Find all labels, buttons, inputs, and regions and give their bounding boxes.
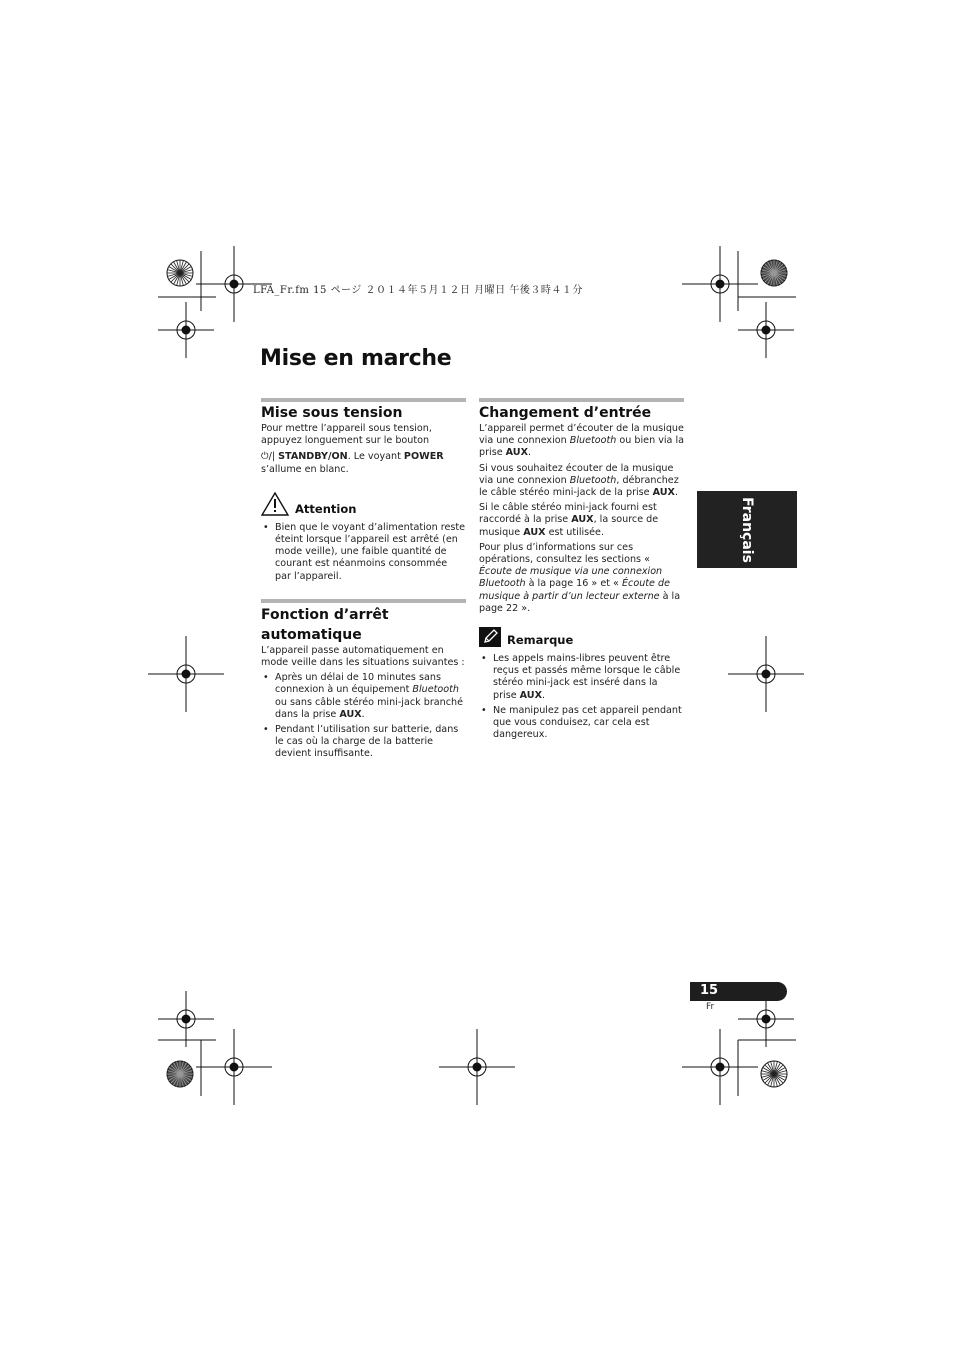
language-side-tab-label: Français: [739, 496, 755, 563]
attention-list: [261, 522, 466, 583]
attention-label: Attention: [295, 501, 357, 516]
paragraph-auto-off-intro: L’appareil passe automatiquement en mode veille dans les situations suivantes :: [261, 644, 465, 669]
section-rule: [261, 599, 466, 603]
list-item: • Après un délai de 10 minutes sans connexion à un équipement Bluetooth ou sans câble stéréo mini-jack branché dans la prise AUX.: [261, 672, 466, 721]
power-label: POWER: [403, 451, 444, 463]
crosshair-mark: [682, 246, 758, 322]
starburst-mark: [167, 1061, 193, 1087]
attention-notice: [261, 492, 466, 516]
section-title-changement-entree: Changement d’entrée: [479, 405, 652, 421]
crosshair-mark: [738, 302, 794, 358]
left-column: [261, 398, 466, 764]
starburst-mark: [761, 1061, 787, 1087]
standby-symbol: ⏻/|: [261, 451, 276, 463]
right-column: [479, 398, 684, 744]
crosshair-mark: [148, 636, 224, 712]
paragraph-input-2: Si vous souhaitez écouter de la musique via une connexion Bluetooth, débranchez le câble stéréo mini-jack de la prise AUX.: [479, 462, 679, 499]
paragraph-standby: ⏻/| STANDBY/ON. Le voyant POWER s’allume en blanc.: [261, 451, 444, 475]
list-item: • Ne manipulez pas cet appareil pendant que vous conduisez, car cela est dangereux.: [479, 705, 684, 742]
page-language: Fr: [706, 1002, 715, 1012]
page-number: 15: [700, 983, 719, 998]
section-title-fonction-arret: Fonction d’arrêt automatique: [261, 606, 389, 643]
section-rule: [261, 398, 466, 402]
warning-triangle-icon: [261, 492, 289, 516]
language-side-tab: [697, 491, 797, 568]
paragraph-input-4: Pour plus d’informations sur ces opérations, consultez les sections « Écoute de musique via une connexion Bluetooth à la page 16 » et « Écoute de musique à partir d’un lecteur externe à la page 22 ».: [479, 541, 681, 614]
paragraph-input-1: L’appareil permet d’écouter de la musique via une connexion Bluetooth ou bien via la prise AUX.: [479, 423, 685, 459]
crosshair-mark: [728, 636, 804, 712]
standby-label: STANDBY/ON: [278, 451, 348, 463]
auto-off-list: [261, 672, 466, 760]
section-rule: [479, 398, 684, 402]
note-pencil-icon: [479, 627, 501, 647]
starburst-mark: [761, 260, 787, 286]
section-title-mise-sous-tension: Mise sous tension: [261, 405, 403, 421]
crosshair-mark: [158, 991, 214, 1047]
remarque-list: [479, 653, 684, 741]
list-item: • Pendant l’utilisation sur batterie, dans le cas où la charge de la batterie devient insuffisante.: [261, 724, 466, 761]
list-item: • Les appels mains-libres peuvent être reçus et passés même lorsque le câble stéréo mini-jack est inséré dans la prise AUX.: [479, 653, 684, 702]
page-number-badge: [690, 982, 787, 1001]
list-item: • Bien que le voyant d’alimentation reste éteint lorsque l’appareil est arrêté (en mode veille), une faible quantité de courant est néanmoins consommée par l’appareil.: [261, 522, 466, 583]
page-title: Mise en marche: [260, 346, 452, 371]
crosshair-mark: [439, 1029, 515, 1105]
paragraph-input-3: Si le câble stéréo mini-jack fourni est raccordé à la prise AUX, la source de musique AUX est utilisée.: [479, 502, 659, 538]
crosshair-mark: [158, 302, 214, 358]
remarque-notice: [479, 627, 684, 647]
remarque-label: Remarque: [507, 633, 574, 648]
file-header-line: LFA_Fr.fm 15 ページ ２０１４年５月１２日 月曜日 午後３時４１分: [253, 285, 583, 296]
paragraph-power-on: Pour mettre l’appareil sous tension, appuyez longuement sur le bouton: [261, 423, 432, 447]
starburst-mark: [167, 260, 193, 286]
